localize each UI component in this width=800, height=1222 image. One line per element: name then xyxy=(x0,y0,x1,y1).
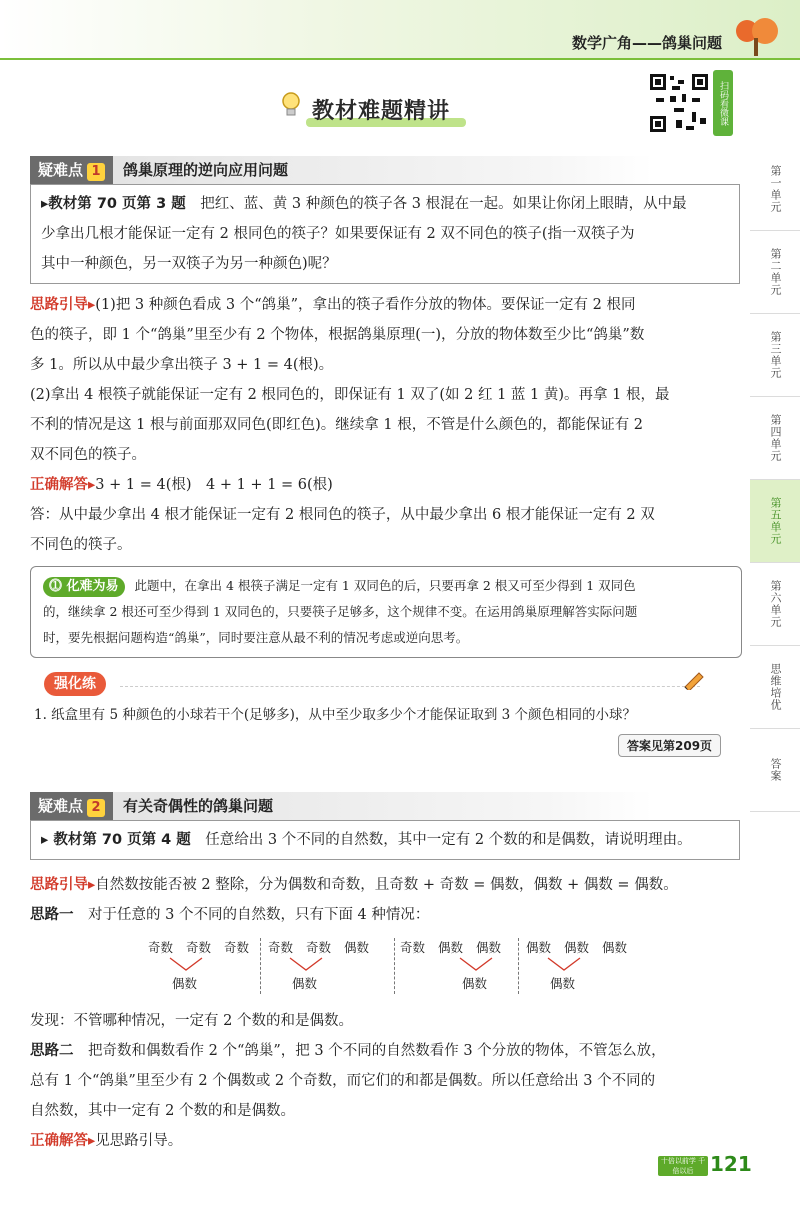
side-tab-unit-3[interactable]: 第三单元 xyxy=(750,314,800,397)
difficulty-header-2: 疑难点 2 有关奇偶性的鸽巢问题 xyxy=(30,792,653,820)
footer-tag: 十倍以前学 千倍以后 xyxy=(658,1156,708,1176)
side-tab-unit-2[interactable]: 第二单元 xyxy=(750,231,800,314)
practice-header xyxy=(30,668,720,704)
side-tab-unit-4[interactable]: 第四单元 xyxy=(750,397,800,480)
chapter-title: 数学广角——鸽巢问题 xyxy=(571,34,722,52)
tip-box: ⓵ 化难为易 此题中，在拿出 4 根筷子满足一定有 1 双同色的后，只要再拿 2 根又可至少得到 1 双同色 的，继续拿 2 根还可至少得到 1 双同色的，只要筷子足够多，这个规律不变。在运用鸽巢原理解答实际问题 时，要先根据问题构造“鸽巢”，同时要注意从最不利的情况考虑或逆向思考。 xyxy=(30,566,742,658)
tree-icon xyxy=(732,18,782,56)
qr-code-icon[interactable] xyxy=(648,72,710,134)
thinking-guide-2: 思路引导▸自然数按能否被 2 整除，分为偶数和奇数，且奇数 + 奇数 = 偶数，偶数 + 偶数 = 偶数。 思路一 对于任意的 3 个不同的自然数，只有下面 4 种情况： xyxy=(30,877,678,923)
difficulty-header-1: 疑难点 1 鸽巢原理的逆向应用问题 xyxy=(30,156,653,184)
practice-label: 强化练 xyxy=(44,672,106,696)
answer-label: 正确解答 xyxy=(30,477,88,493)
difficulty-title: 鸽巢原理的逆向应用问题 xyxy=(113,156,653,184)
way-one-label: 思路一 xyxy=(30,907,74,923)
unit-side-tabs xyxy=(750,148,800,812)
page-number xyxy=(658,1152,752,1180)
side-tab-thinking[interactable]: 思维培优 xyxy=(750,646,800,729)
thinking-label: 思路引导 xyxy=(30,297,88,313)
answer-reference: 答案见第209页 xyxy=(618,734,721,757)
difficulty-number: 2 xyxy=(87,799,105,817)
textbook-source: ▸ 教材第 70 页第 4 题 xyxy=(41,832,191,848)
page-number-value: 121 xyxy=(710,1152,752,1176)
answer-label: 正确解答 xyxy=(30,1133,88,1149)
question-box-2: ▸ 教材第 70 页第 4 题 任意给出 3 个不同的自然数，其中一定有 2 个数的和是偶数，请说明理由。 xyxy=(30,820,740,860)
side-tab-unit-6[interactable]: 第六单元 xyxy=(750,563,800,646)
side-tab-answers[interactable]: 答案 xyxy=(750,729,800,812)
side-tab-unit-5[interactable]: 第五单元 xyxy=(750,480,800,563)
textbook-source: ▸教材第 70 页第 3 题 xyxy=(41,196,186,212)
thinking-label: 思路引导 xyxy=(30,877,88,893)
section-banner xyxy=(270,88,480,128)
lightbulb-icon xyxy=(278,90,304,120)
top-bar xyxy=(0,0,800,58)
difficulty-number: 1 xyxy=(87,163,105,181)
qr-tag: 扫码看微课 xyxy=(713,70,733,136)
thinking-guide-2-cont: 发现：不管哪种情况，一定有 2 个数的和是偶数。 思路二 把奇数和偶数看作 2 个“鸽巢”，把 3 个不同的自然数看作 3 个分放的物体，不管怎么放， 总有 1 个“鸽巢”里至少有 2 个偶数或 2 个奇数，而它们的和都是偶数。所以任意给出 3 个不同的 自然数，其中一定有 2 个数的和是偶数。 正确解答▸见思路引导。 xyxy=(30,1013,666,1149)
top-divider xyxy=(0,58,800,60)
pencil-icon xyxy=(682,670,706,690)
banner-title: 教材难题精讲 xyxy=(312,99,451,124)
thinking-guide-1: 思路引导▸(1)把 3 种颜色看成 3 个“鸽巢”，拿出的筷子看作分放的物体。要保证一定有 2 根同 色的筷子，即 1 个“鸽巢”里至少有 2 个物体，根据鸽巢原理(一)，分放的物体数至少比“鸽巢”数 多 1。所以从中最少拿出筷子 3 + 1 = 4(根)。 (2)拿出 4 根筷子就能保证一定有 2 根同色的，即保证有 1 双了(如 2 红 1 蓝 1 黄)。再拿 1 根，最 不利的情况是这 1 根与前面那双同色(即红色)。继续拿 1 根，不管是什么颜色的，都能保证有 2 双不同色的筷子。 正确解答▸3 + 1 = 4(根) 4 + 1 + 1 = 6(根) 答：从中最少拿出 4 根才能保证一定有 2 根同色的筷子，从中最少拿出 6 根才能保证一定有 2 双 不同色的筷子。 xyxy=(30,297,670,553)
tip-label: ⓵ 化难为易 xyxy=(43,577,125,597)
difficulty-title: 有关奇偶性的鸽巢问题 xyxy=(113,792,653,820)
practice-question: 1. 纸盒里有 5 种颜色的小球若干个(足够多)，从中至少取多少个才能保证取到 3 个颜色相同的小球？ xyxy=(34,707,637,723)
parity-diagram: 奇数 奇数 奇数 偶数 奇数 奇数 偶数 偶数 奇数 偶数 偶数 偶数 偶数 偶数 偶数 偶数 xyxy=(148,938,648,998)
way-two-label: 思路二 xyxy=(30,1043,74,1059)
question-box-1: ▸教材第 70 页第 3 题 把红、蓝、黄 3 种颜色的筷子各 3 根混在一起。如果让你闭上眼睛，从中最 少拿出几根才能保证一定有 2 根同色的筷子？如果要保证有 2 双不同色的筷子(指一双筷子为 其中一种颜色，另一双筷子为另一种颜色)呢？ xyxy=(30,184,740,284)
side-tab-unit-1[interactable]: 第一单元 xyxy=(750,148,800,231)
